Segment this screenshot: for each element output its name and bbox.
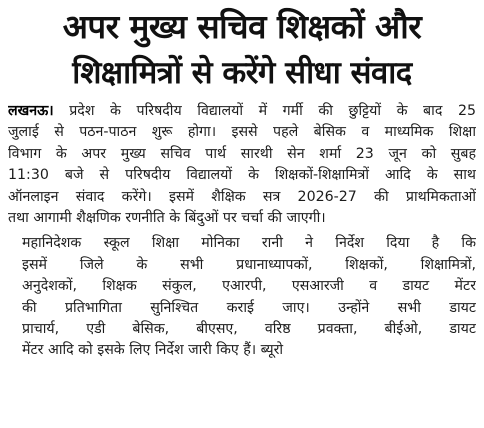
text-row: महानिदेशक स्कूल शिक्षा मोनिका रानी ने निर्देश दिया है कि bbox=[22, 235, 476, 252]
headline bbox=[8, 4, 476, 96]
text-row: ऑनलाइन संवाद करेंगे। इसमें शैक्षिक सत्र 2026-27 की प्राथमिकताओं bbox=[8, 188, 476, 205]
article-body bbox=[8, 101, 476, 362]
text-row: प्राचार्य, एडी बेसिक, बीएसए, वरिष्ठ प्रवक्ता, बीईओ, डायट bbox=[22, 321, 476, 338]
text-row-content: प्रदेश के परिषदीय विद्यालयों में गर्मी की छुट्टियों के बाद 25 bbox=[69, 103, 476, 119]
text-row: विभाग के अपर मुख्य सचिव पार्थ सारथी सेन शर्मा 23 जून को सुबह bbox=[8, 145, 476, 162]
paragraph-1 bbox=[8, 101, 476, 229]
text-row: इसमें जिले के सभी प्रधानाध्यापकों, शिक्षकों, शिक्षामित्रों, bbox=[22, 256, 476, 273]
dateline: लखनऊ। bbox=[8, 103, 54, 119]
headline-line-2: शिक्षामित्रों से करेंगे सीधा संवाद bbox=[72, 55, 412, 91]
text-row: 11:30 बजे से परिषदीय विद्यालयों के शिक्षकों-शिक्षामित्रों आदि के साथ bbox=[8, 167, 476, 184]
text-row: मेंटर आदि को इसके लिए निर्देश जारी किए हैं। ब्यूरो bbox=[22, 342, 284, 359]
paragraph-2 bbox=[8, 233, 476, 361]
text-row: तथा आगामी शैक्षणिक रणनीति के बिंदुओं पर चर्चा की जाएगी। bbox=[8, 210, 326, 227]
text-row bbox=[8, 101, 476, 122]
text-row: अनुदेशकों, शिक्षक संकुल, एआरपी, एसआरजी व डायट मेंटर bbox=[22, 278, 476, 295]
text-row: की प्रतिभागिता सुनिश्चित कराई जाए। उन्होंने सभी डायट bbox=[22, 299, 476, 316]
text-row: जुलाई से पठन-पाठन शुरू होगा। इससे पहले बेसिक व माध्यमिक शिक्षा bbox=[8, 124, 476, 141]
headline-line-1: अपर मुख्य सचिव शिक्षकों और bbox=[62, 7, 422, 46]
